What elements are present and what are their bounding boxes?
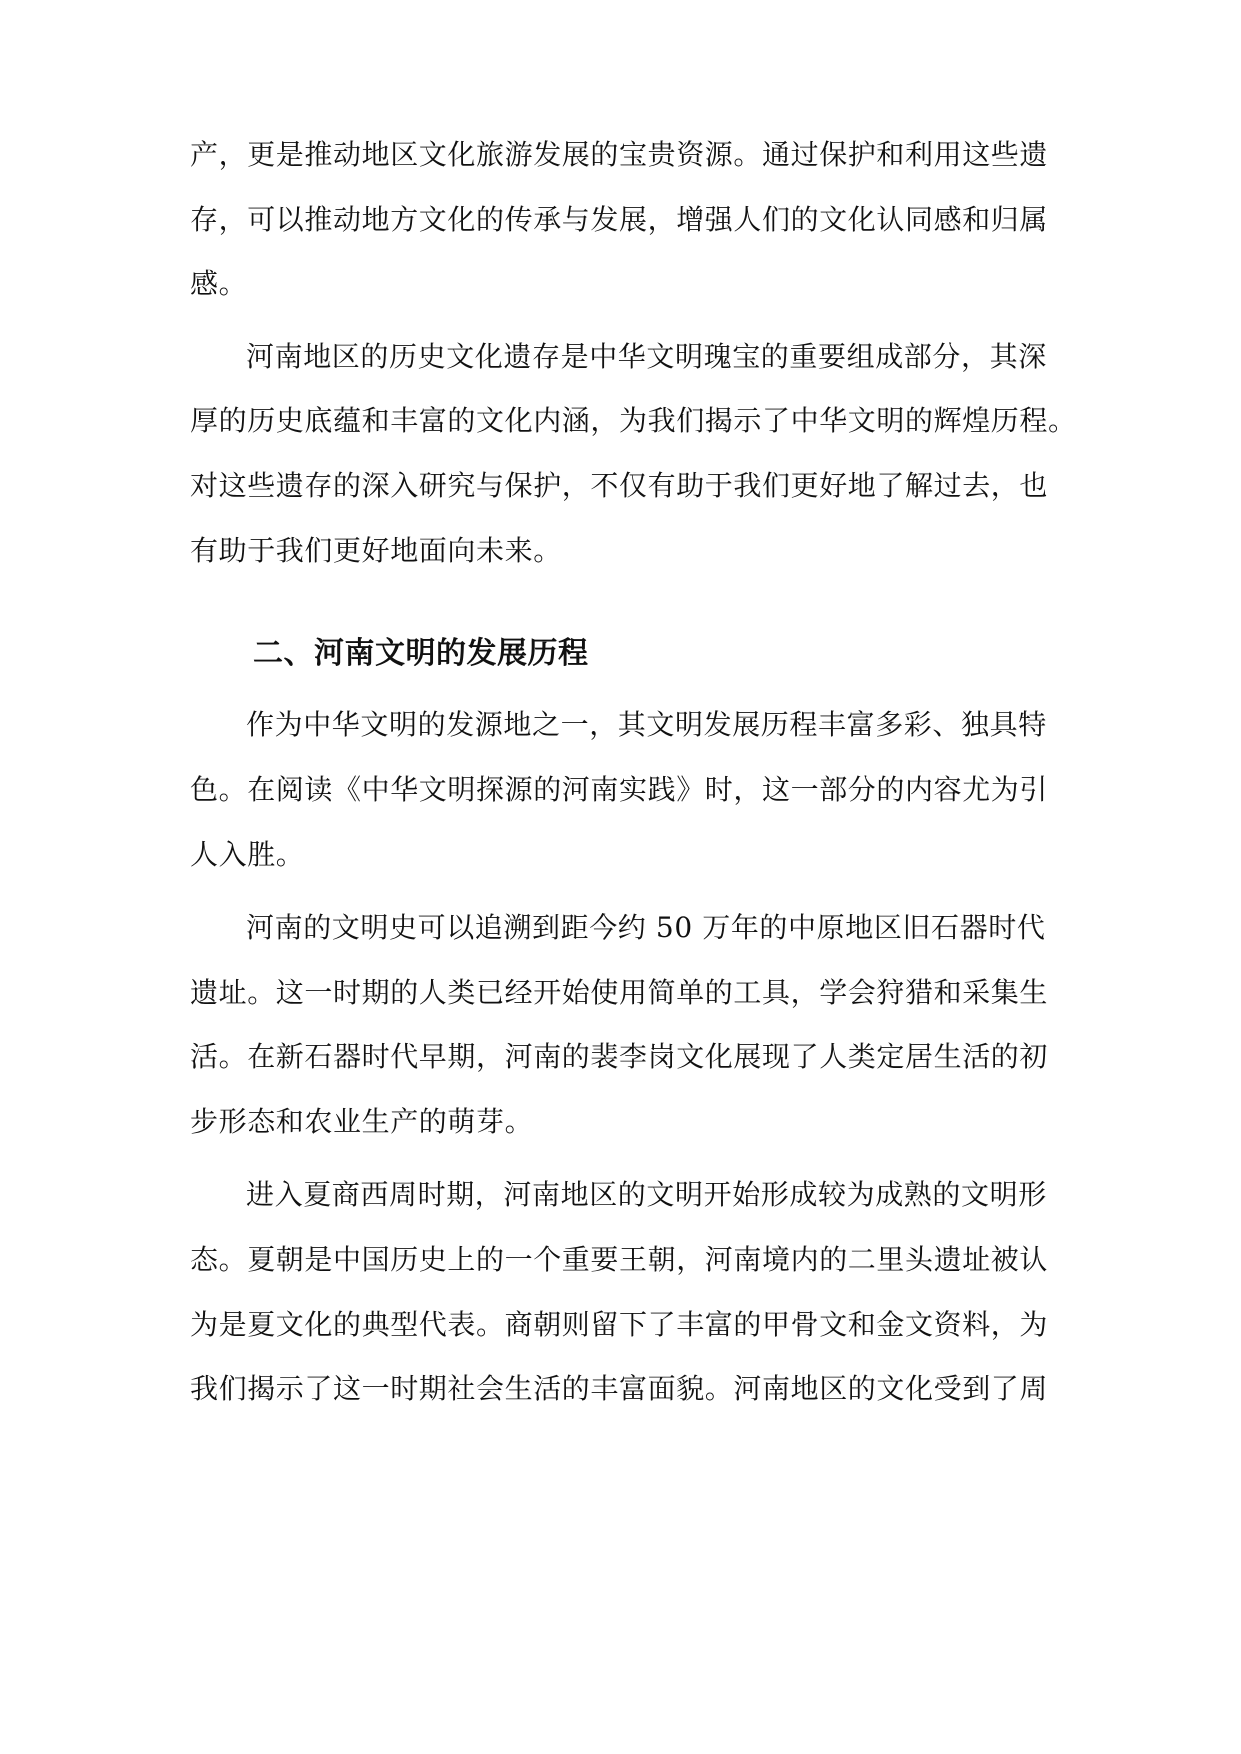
paragraph-line: 我们揭示了这一时期社会生活的丰富面貌。河南地区的文化受到了周 — [190, 1372, 1049, 1405]
paragraph-line: 对这些遗存的深入研究与保护，不仅有助于我们更好地了解过去，也 — [190, 469, 1049, 502]
paragraph-line: 态。夏朝是中国历史上的一个重要王朝，河南境内的二里头遗址被认 — [190, 1243, 1049, 1276]
paragraph-line: 感。 — [190, 267, 248, 300]
paragraph-line: 色。在阅读《中华文明探源的河南实践》时，这一部分的内容尤为引 — [190, 773, 1049, 806]
paragraph-line: 进入夏商西周时期，河南地区的文明开始形成较为成熟的文明形 — [246, 1178, 1047, 1211]
paragraph-line: 河南的文明史可以追溯到距今约 50 万年的中原地区旧石器时代 — [246, 911, 1046, 944]
paragraph-line: 存，可以推动地方文化的传承与发展，增强人们的文化认同感和归属 — [190, 203, 1049, 236]
paragraph-line: 活。在新石器时代早期，河南的裴李岗文化展现了人类定居生活的初 — [190, 1040, 1049, 1073]
paragraph-line: 作为中华文明的发源地之一，其文明发展历程丰富多彩、独具特 — [246, 708, 1047, 741]
paragraph-line: 遗址。这一时期的人类已经开始使用简单的工具，学会狩猎和采集生 — [190, 976, 1049, 1009]
paragraph-line: 为是夏文化的典型代表。商朝则留下了丰富的甲骨文和金文资料，为 — [190, 1308, 1049, 1341]
paragraph-line: 河南地区的历史文化遗存是中华文明瑰宝的重要组成部分，其深 — [246, 340, 1047, 373]
paragraph-line: 人入胜。 — [190, 838, 305, 871]
section-heading: 二、河南文明的发展历程 — [253, 636, 589, 671]
paragraph-line: 步形态和农业生产的萌芽。 — [190, 1105, 534, 1138]
paragraph-line: 产，更是推动地区文化旅游发展的宝贵资源。通过保护和利用这些遗 — [190, 138, 1049, 171]
paragraph-line: 有助于我们更好地面向未来。 — [190, 534, 562, 567]
paragraph-line: 厚的历史底蕴和丰富的文化内涵，为我们揭示了中华文明的辉煌历程。 — [190, 404, 1077, 437]
